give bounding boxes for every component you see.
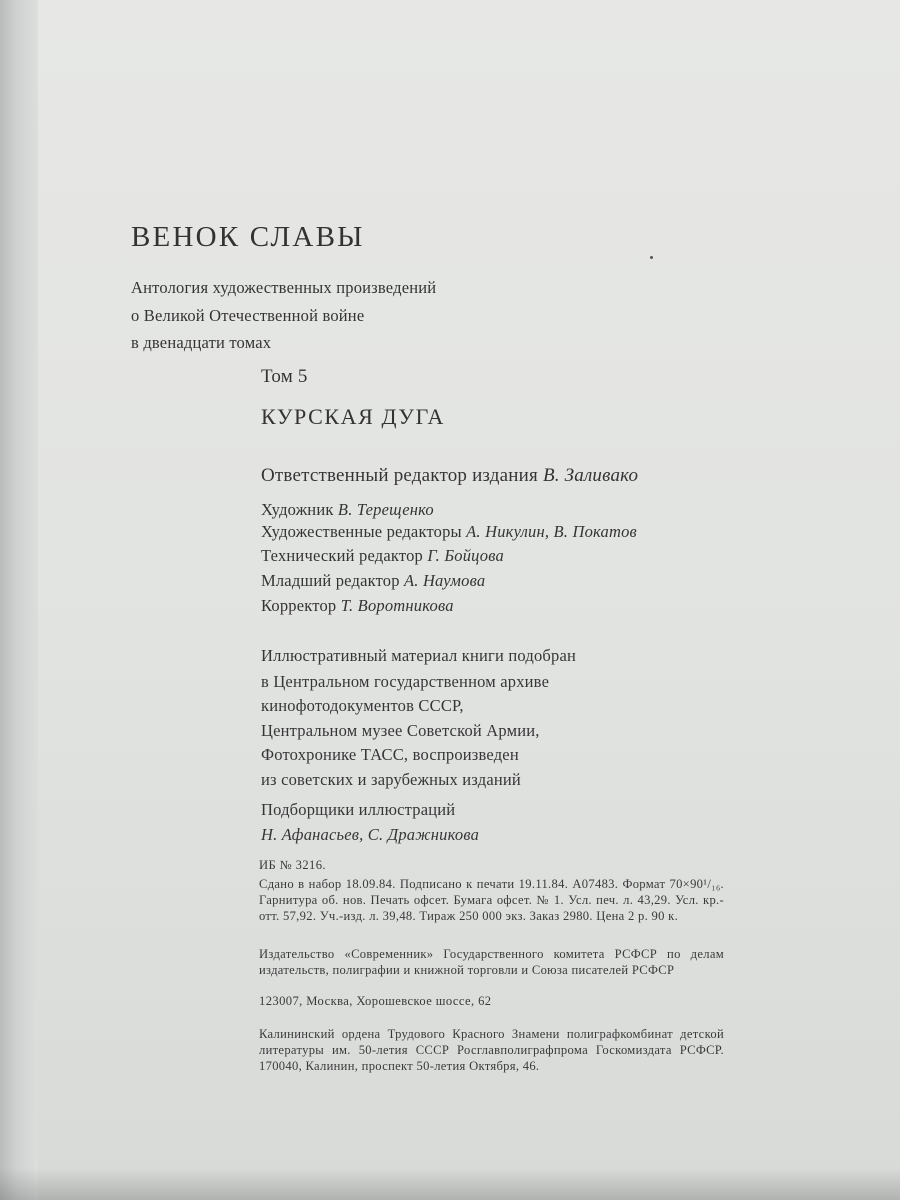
credit-name: А. Наумова: [404, 571, 486, 590]
paper-speck: [650, 256, 653, 259]
credit-proofreader: [261, 596, 454, 616]
chief-editor-role: Ответственный редактор издания: [261, 465, 538, 486]
compilers-names: Н. Афанасьев, С. Дражникова: [261, 825, 480, 844]
credit-role: Корректор: [261, 596, 337, 615]
chief-editor-name: В. Заливако: [542, 465, 639, 486]
credit-art-editors: [261, 522, 637, 542]
credit-name: Т. Воротникова: [340, 596, 454, 615]
illustrations-note-line-4: Центральном музее Советской Армии,: [261, 721, 540, 740]
illustrations-note-line-2: в Центральном государственном архиве: [261, 672, 550, 691]
series-title: ВЕНОК СЛАВЫ: [131, 221, 365, 253]
volume-title: КУРСКАЯ ДУГА: [261, 404, 445, 429]
chief-editor-line: [261, 465, 638, 487]
credit-name: А. Никулин, В. Покатов: [466, 522, 637, 541]
subtitle-line-3: в двенадцати томах: [131, 333, 272, 352]
printer-info: Калининский ордена Трудового Красного Знамени полиграфкомбинат детской литературы им. 50-летия СССР Росглавполиграфпрома Госкомиздата РСФСР. 170040, Калинин, проспект 50-летия Октября, 46.: [259, 1027, 724, 1074]
volume-number: Том 5: [261, 366, 308, 387]
credit-role: Младший редактор: [261, 571, 400, 590]
illustrations-note-line-1: Иллюстративный материал книги подобран: [261, 646, 577, 665]
credit-name: В. Терещенко: [337, 500, 434, 519]
subtitle-line-1: Антология художественных произведений: [131, 278, 437, 297]
subtitle-line-2: о Великой Отечественной войне: [131, 306, 365, 325]
print-details: Сдано в набор 18.09.84. Подписано к печати 19.11.84. А07483. Формат 70×90¹/₁₆. Гарнитура об. нов. Печать офсет. Бумага офсет. № 1. Усл. печ. л. 43,29. Усл. кр.-отт. 57,92. Уч.-изд. л. 39,48. Тираж 250 000 экз. Заказ 2980. Цена 2 р. 90 к.: [259, 877, 724, 924]
illustrations-note-line-3: кинофотодокументов СССР,: [261, 696, 464, 715]
page-edge-shadow: [0, 0, 38, 1200]
credit-role: Технический редактор: [261, 546, 423, 565]
credit-tech-editor: [261, 546, 504, 566]
credit-name: Г. Бойцова: [427, 546, 504, 565]
credit-artist: [261, 500, 434, 520]
credit-role: Художник: [261, 500, 334, 519]
page-bottom-shadow: [0, 1168, 900, 1200]
publisher-info: Издательство «Современник» Государственного комитета РСФСР по делам издательств, полиграфии и книжной торговли и Союза писателей РСФСР: [259, 947, 724, 978]
illustrations-note-line-6: из советских и зарубежных изданий: [261, 770, 521, 789]
credit-junior-editor: [261, 571, 485, 591]
credit-role: Художественные редакторы: [261, 522, 462, 541]
publisher-address: 123007, Москва, Хорошевское шоссе, 62: [259, 994, 492, 1008]
ib-number: ИБ № 3216.: [259, 858, 326, 872]
compilers-label: Подборщики иллюстраций: [261, 800, 456, 819]
illustrations-note-line-5: Фотохронике ТАСС, воспроизведен: [261, 745, 519, 764]
